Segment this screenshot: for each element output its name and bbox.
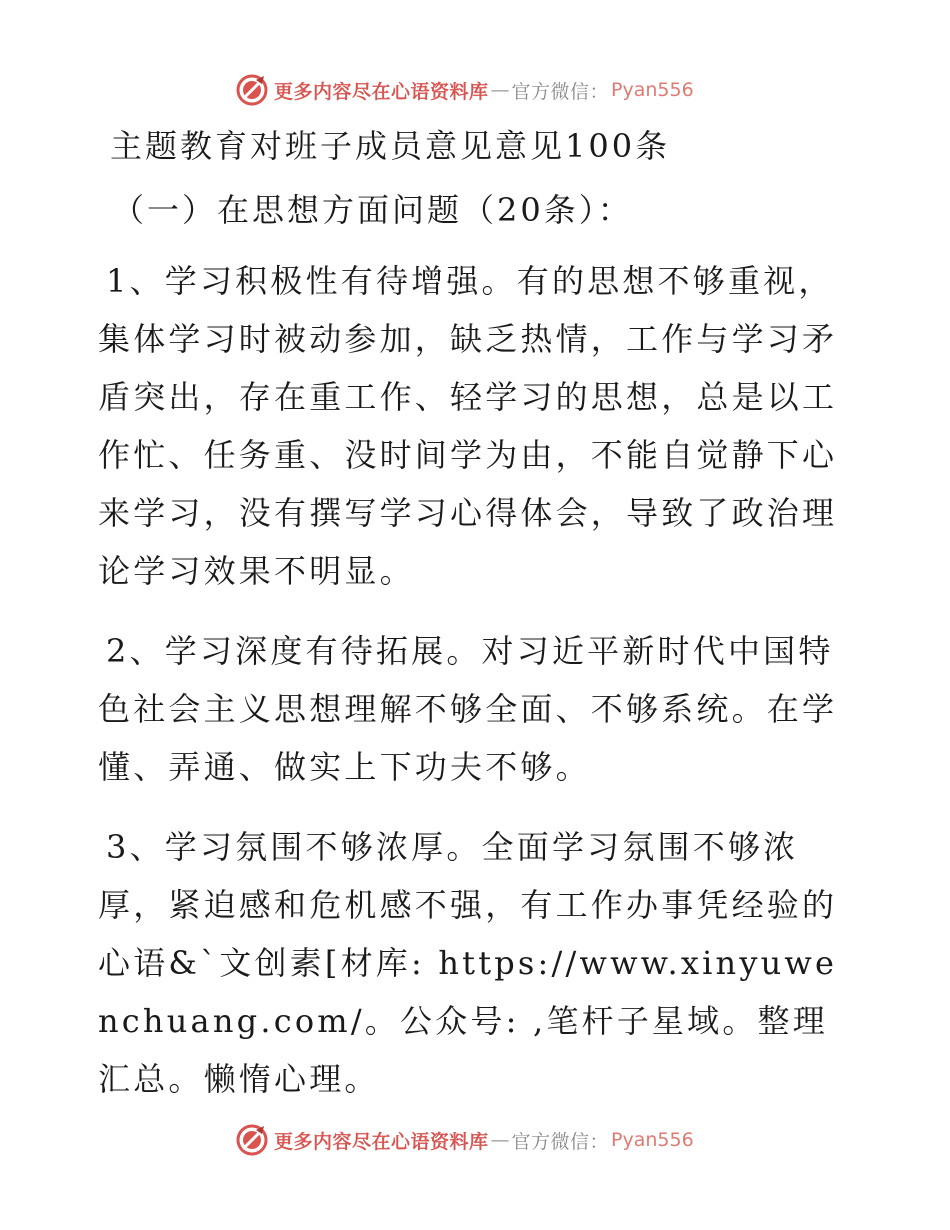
header-watermark	[236, 73, 694, 107]
paragraph-3: 3、学习氛围不够浓厚。全面学习氛围不够浓厚，紧迫感和危机感不强，有工作办事凭经验的心语&`文创素[材库: https://www.xinyuwenchuang.com/。公众号: ,笔杆子星域。整理汇总。懒惰心理。	[98, 828, 838, 1098]
watermark-main-text: 更多内容尽在心语资料库	[274, 80, 489, 103]
document-title: 主题教育对班子成员意见意见100条	[110, 127, 671, 165]
brush-logo-icon	[236, 1124, 268, 1156]
brush-logo-icon	[236, 74, 268, 106]
watermark-sub-text: 官方微信：	[511, 80, 610, 103]
watermark-dash: —	[490, 1129, 510, 1151]
watermark-wechat-id: Pyan556	[611, 79, 694, 101]
footer-watermark	[236, 1123, 694, 1157]
paragraph-1: 1、学习积极性有待增强。有的思想不够重视，集体学习时被动参加，缺乏热情，工作与学习矛盾突出，存在重工作、轻学习的思想，总是以工作忙、任务重、没时间学为由，不能自觉静下心来学习，没有撰写学习心得体会，导致了政治理论学习效果不明显。	[98, 262, 838, 590]
document-body	[98, 126, 854, 1108]
watermark-sub-text: 官方微信：	[511, 1130, 610, 1153]
watermark-dash: —	[490, 79, 510, 101]
watermark-main-text: 更多内容尽在心语资料库	[274, 1130, 489, 1153]
paragraph-2: 2、学习深度有待拓展。对习近平新时代中国特色社会主义思想理解不够全面、不够系统。在学懂、弄通、做实上下功夫不够。	[98, 632, 838, 786]
watermark-wechat-id: Pyan556	[611, 1129, 694, 1151]
section-heading: （一）在思想方面问题（20条）：	[112, 191, 633, 229]
